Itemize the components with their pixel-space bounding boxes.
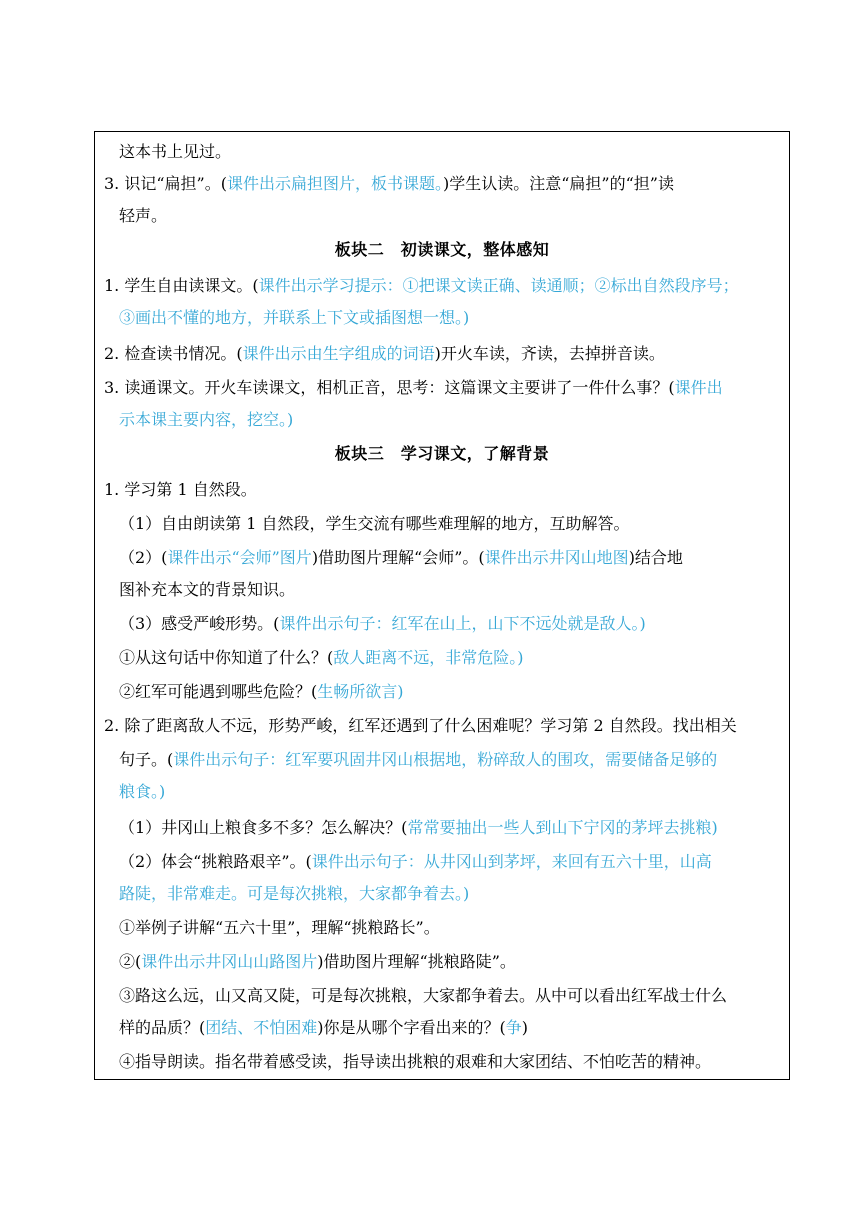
text: 3. 识记“扁担”。( (104, 174, 227, 193)
text: )借助图片理解“挑粮路陡”。 (317, 952, 516, 971)
text: 图补充本文的背景知识。 (119, 580, 296, 599)
text-line (104, 710, 737, 742)
text: )学生认读。注意“扁担”的“担”读 (442, 174, 674, 193)
text: 句子。( (119, 750, 174, 769)
annotation-text: 争 (505, 1018, 522, 1037)
text-line (104, 338, 665, 370)
text: 轻声。 (119, 206, 168, 225)
text-line (119, 946, 516, 978)
annotation-text: 团结、不怕困难 (205, 1018, 318, 1037)
text-line (119, 508, 630, 540)
text-line (119, 912, 440, 944)
text-line (119, 200, 167, 232)
text: （2）体会“挑粮路艰辛”。( (119, 852, 312, 871)
text: )你是从哪个字看出来的？( (317, 1018, 506, 1037)
annotation-text: 课件出示学习提示：①把课文读正确、读通顺；②标出自然段序号； (258, 276, 739, 295)
text: （1）自由朗读第 1 自然段，学生交流有哪些难理解的地方，互助解答。 (119, 514, 630, 533)
text: )开火车读，齐读，去掉拼音读。 (434, 344, 665, 363)
text: （3）感受严峻形势。( (119, 614, 280, 633)
annotation-text: 粮食。) (119, 782, 166, 801)
text: ②( (119, 952, 142, 971)
text: 2. 检查读书情况。( (104, 344, 243, 363)
annotation-text: 课件出 (674, 378, 723, 397)
annotation-text: 路陡，非常难走。可是每次挑粮，大家都争着去。) (119, 884, 470, 903)
text: )结合地 (628, 548, 683, 567)
text-line (119, 812, 718, 844)
text-line (119, 574, 295, 606)
text-line (119, 744, 717, 776)
text-line (119, 1046, 711, 1078)
annotation-text: 课件出示“会师”图片 (167, 548, 312, 567)
text: （2）( (119, 548, 168, 567)
text-line (104, 474, 257, 506)
text-line (119, 608, 646, 640)
annotation-text: 课件出示井冈山地图 (484, 548, 629, 567)
section-heading: 板块三 学习课文，了解背景 (334, 444, 550, 463)
text-line (119, 642, 524, 674)
text: 1. 学习第 1 自然段。 (104, 480, 257, 499)
text: 2. 除了距离敌人不远，形势严峻，红军还遇到了什么困难呢？学习第 2 自然段。找出相关 (104, 716, 737, 735)
text: ④指导朗读。指名带着感受读，指导读出挑粮的艰难和大家团结、不怕吃苦的精神。 (119, 1052, 712, 1071)
annotation-text: 敌人距离不远，非常危险。) (333, 648, 524, 667)
text: 3. 读通课文。开火车读课文，相机正音，思考：这篇课文主要讲了一件什么事？( (104, 378, 675, 397)
text-line (104, 372, 723, 404)
text: ②红军可能遇到哪些危险？( (119, 682, 318, 701)
annotation-line (119, 776, 165, 808)
text: ) (521, 1018, 529, 1037)
text-line (119, 542, 683, 574)
text: ①从这句话中你知道了什么？( (119, 648, 334, 667)
annotation-text: 课件出示句子：红军要巩固井冈山根据地，粉碎敌人的围攻，需要储备足够的 (173, 750, 718, 769)
annotation-text: 示本课主要内容，挖空。) (119, 410, 294, 429)
text: 样的品质？( (119, 1018, 206, 1037)
text-line (104, 168, 674, 200)
section-heading: 板块二 初读课文，整体感知 (334, 240, 550, 259)
annotation-line (119, 404, 293, 436)
annotation-line (119, 878, 469, 910)
annotation-text: 课件出示井冈山山路图片 (141, 952, 318, 971)
text-line (119, 980, 727, 1012)
text-line (119, 136, 231, 168)
annotation-text: 常常要抽出一些人到山下宁冈的茅坪去挑粮) (407, 818, 718, 837)
text-line (119, 846, 712, 878)
text-line (119, 676, 404, 708)
text-line (104, 270, 739, 302)
text: ③路这么远，山又高又陡，可是每次挑粮，大家都争着去。从中可以看出红军战士什么 (119, 986, 728, 1005)
text: 1. 学生自由读课文。( (104, 276, 259, 295)
annotation-line (119, 302, 469, 334)
annotation-text: ③画出不懂的地方，并联系上下文或插图想一想。) (119, 308, 470, 327)
annotation-text: 课件出示由生字组成的词语 (242, 344, 435, 363)
text: )借助图片理解“会师”。( (311, 548, 485, 567)
annotation-text: 生畅所欲言) (317, 682, 404, 701)
text-line (119, 1012, 528, 1044)
text: 这本书上见过。 (119, 142, 232, 161)
annotation-text: 课件出示句子：红军在山上，山下不远处就是敌人。) (279, 614, 646, 633)
text: ①举例子讲解“五六十里”，理解“挑粮路长”。 (119, 918, 440, 937)
annotation-text: 课件出示句子：从井冈山到茅坪，来回有五六十里，山高 (311, 852, 712, 871)
text: （1）井冈山上粮食多不多？怎么解决？( (119, 818, 408, 837)
annotation-text: 课件出示扁担图片，板书课题。 (226, 174, 443, 193)
